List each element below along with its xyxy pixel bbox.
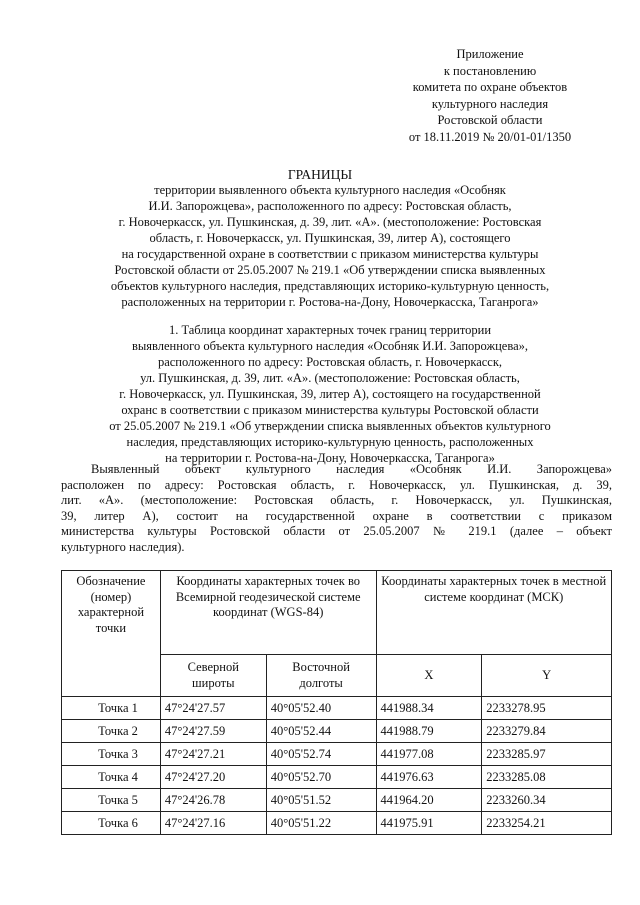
header-y: Y <box>482 655 612 697</box>
table-row <box>62 812 612 835</box>
point-y: 2233254.21 <box>482 812 612 835</box>
point-lat: 47°24'27.59 <box>160 720 266 743</box>
header-wgs: Координаты характерных точек во Всемирной геодезической системе координат (WGS-84) <box>160 571 376 655</box>
caption-line: выявленного объекта культурного наследия «Особняк И.И. Запорожцева», <box>131 339 529 353</box>
table-caption <box>50 322 610 466</box>
table-row <box>62 720 612 743</box>
table-row <box>62 697 612 720</box>
paragraph-line: лит. «А». (местоположение: Ростовская область, г. Новочеркасск, ул. Пушкинская, <box>61 493 612 507</box>
point-lon: 40°05'51.52 <box>266 789 376 812</box>
paragraph-line: культурного наследия). <box>61 539 185 554</box>
document-heading: ГРАНИЦЫ <box>287 167 353 182</box>
point-x: 441964.20 <box>376 789 482 812</box>
appendix-line: культурного наследия <box>431 96 549 111</box>
point-name: Точка 4 <box>62 766 161 789</box>
point-lat: 47°24'27.57 <box>160 697 266 720</box>
point-y: 2233279.84 <box>482 720 612 743</box>
object-paragraph <box>61 462 612 555</box>
header-msk: Координаты характерных точек в местной системе координат (МСК) <box>376 571 612 655</box>
point-lon: 40°05'52.44 <box>266 720 376 743</box>
point-lon: 40°05'51.22 <box>266 812 376 835</box>
point-x: 441976.63 <box>376 766 482 789</box>
caption-line: охранс в соответствии с приказом министерства культуры Ростовской области <box>121 403 539 417</box>
caption-line: от 25.05.2007 № 219.1 «Об утверждении списка выявленных объектов культурного <box>109 419 551 433</box>
point-name: Точка 1 <box>62 697 161 720</box>
point-lon: 40°05'52.70 <box>266 766 376 789</box>
table-row <box>62 766 612 789</box>
point-y: 2233278.95 <box>482 697 612 720</box>
point-name: Точка 5 <box>62 789 161 812</box>
point-lon: 40°05'52.40 <box>266 697 376 720</box>
table-row <box>62 743 612 766</box>
table-header-row <box>62 571 612 655</box>
appendix-line: комитета по охране объектов <box>412 80 568 94</box>
caption-line: г. Новочеркасск, ул. Пушкинская, 39, литер А), состоящего на государственной <box>119 387 541 401</box>
point-y: 2233285.97 <box>482 743 612 766</box>
appendix-block <box>380 46 600 145</box>
appendix-line: Ростовской области <box>437 113 543 127</box>
point-name: Точка 3 <box>62 743 161 766</box>
table-row <box>62 789 612 812</box>
bounds-line: расположенных на территории г. Ростова-на-Дону, Новочеркасска, Таганрога» <box>121 295 539 309</box>
header-lat: Северной широты <box>160 655 266 697</box>
point-lat: 47°24'27.21 <box>160 743 266 766</box>
point-y: 2233260.34 <box>482 789 612 812</box>
caption-line: ул. Пушкинская, д. 39, лит. «А». (местоположение: Ростовская область, <box>140 371 520 385</box>
appendix-line: к постановлению <box>443 63 537 78</box>
caption-line: расположенного по адресу: Ростовская область, г. Новочеркасск, <box>157 355 503 369</box>
bounds-line: территории выявленного объекта культурного наследия «Особняк <box>154 183 506 197</box>
paragraph-line: 39, литер А), состоит на государственной охране в соответствии с приказом <box>61 508 612 523</box>
point-name: Точка 2 <box>62 720 161 743</box>
header-x: X <box>376 655 482 697</box>
point-x: 441975.91 <box>376 812 482 835</box>
paragraph-line: расположен по адресу: Ростовская область, г. Новочеркасск, ул. Пушкинская, д. 39, <box>61 477 612 492</box>
bounds-line: объектов культурного наследия, представляющих историко-культурную ценность, <box>110 279 550 293</box>
point-lat: 47°24'26.78 <box>160 789 266 812</box>
bounds-line: Ростовской области от 25.05.2007 № 219.1 «Об утверждении списка выявленных <box>114 263 546 277</box>
appendix-line: от 18.11.2019 № 20/01-01/1350 <box>408 129 572 144</box>
point-name: Точка 6 <box>62 812 161 835</box>
bounds-line: область, г. Новочеркасск, ул. Пушкинская, 39, литер А), состоящего <box>149 231 511 245</box>
caption-line: наследия, представляющих историко-культурную ценность, расположенных <box>126 435 534 449</box>
bounds-line: г. Новочеркасск, ул. Пушкинская, д. 39, лит. «А». (местоположение: Ростовская <box>118 215 542 229</box>
header-lon: Восточной долготы <box>266 655 376 697</box>
bounds-description <box>40 182 620 310</box>
point-lat: 47°24'27.20 <box>160 766 266 789</box>
caption-line: на территории г. Ростова-на-Дону, Новочеркасска, Таганрога» <box>165 451 495 465</box>
paragraph-line: Выявленный объект культурного наследия «Особняк И.И. Запорожцева» <box>91 462 612 476</box>
point-x: 441988.34 <box>376 697 482 720</box>
caption-line: 1. Таблица координат характерных точек границ территории <box>168 323 492 337</box>
appendix-line: Приложение <box>456 47 524 61</box>
point-lon: 40°05'52.74 <box>266 743 376 766</box>
bounds-line: И.И. Запорожцева», расположенного по адресу: Ростовская область, <box>148 199 512 213</box>
point-x: 441977.08 <box>376 743 482 766</box>
bounds-line: на государственной охране в соответствии с приказом министерства культуры <box>121 247 539 261</box>
point-x: 441988.79 <box>376 720 482 743</box>
coordinates-table <box>61 570 612 835</box>
point-y: 2233285.08 <box>482 766 612 789</box>
point-lat: 47°24'27.16 <box>160 812 266 835</box>
header-point: Обозначение (номер) характерной точки <box>62 571 161 697</box>
paragraph-line: министерства культуры Ростовской области от 25.05.2007 № 219.1 (далее – объект <box>61 524 612 538</box>
